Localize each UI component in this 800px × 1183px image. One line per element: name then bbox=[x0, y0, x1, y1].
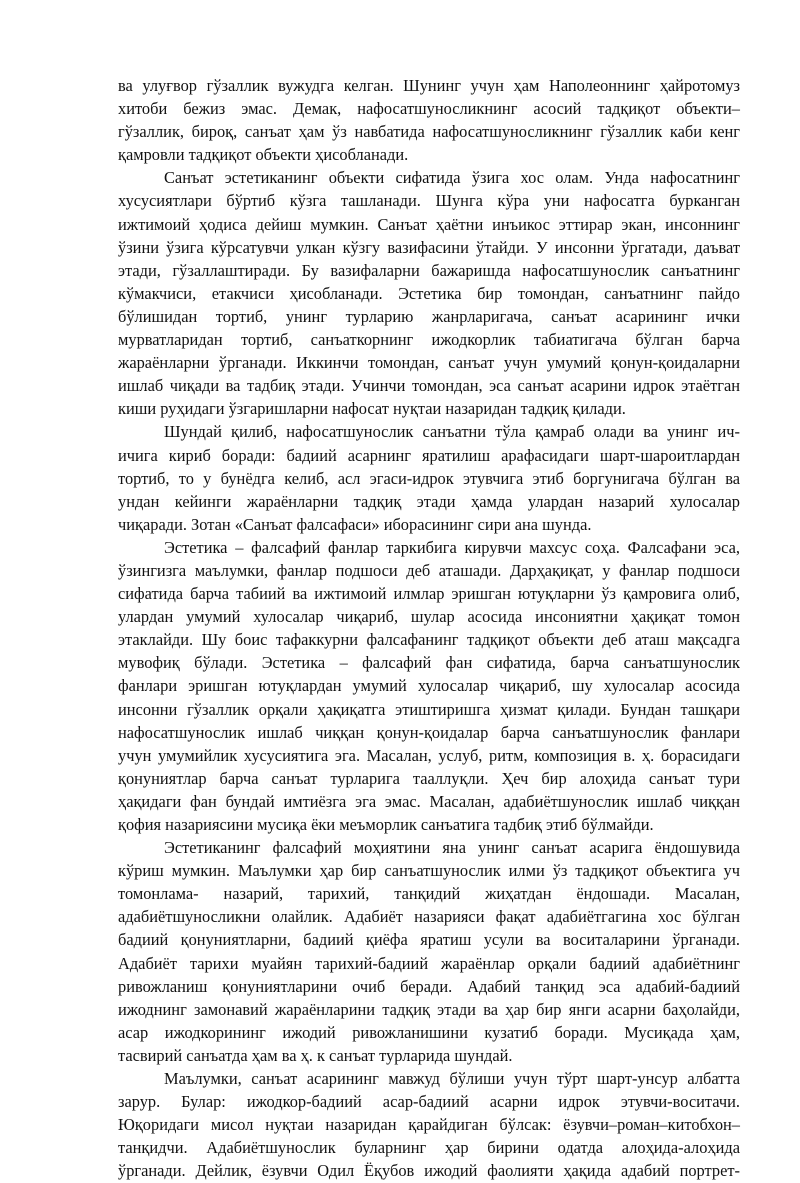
text-line: ўрганади. Дейлик, ёзувчи Одил Ёқубов ижодий фаолияти ҳақида адабий портрет- bbox=[118, 1161, 740, 1181]
text-line: ижтимоий ҳодиса дейиш мумкин. Санъат ҳаётни инъикос эттирар экан, инсоннинг bbox=[118, 214, 740, 234]
text-line: Юқоридаги мисол нуқтаи назаридан қарайдиган бўлсак: ёзувчи–роман–китобхон– bbox=[118, 1115, 740, 1135]
text-line: ва улуғвор гўзаллик вужудга келган. Шунинг учун ҳам Наполеоннинг ҳайротомуз bbox=[118, 76, 740, 95]
document-page bbox=[118, 74, 740, 1183]
text-line: чиқаради. Зотан «Санъат фалсафаси» иборасининг сири ана шунда. bbox=[118, 514, 592, 534]
text-line: гўзаллик, бироқ, санъат ҳам ўз навбатида нафосатшуносликнинг гўзаллик каби кенг bbox=[118, 122, 740, 142]
text-line: қофия назариясини мусиқа ёки меъморлик санъатига тадбиқ этиб бўлмайди. bbox=[118, 815, 654, 834]
text-line: улардан умумий хулосалар чиқариб, шулар асосида инсониятни ҳақиқат томон bbox=[118, 607, 740, 627]
text-line: Маълумки, санъат асарининг мавжуд бўлиши учун тўрт шарт-унсур албатта bbox=[164, 1069, 740, 1089]
text-line: қонуниятлар барча санъат турларига тааллуқли. Ҳеч бир алоҳида санъат тури bbox=[118, 768, 740, 788]
text-line: инсонни гўзаллик орқали ҳақиқатга этиштиришга ҳизмат қилади. Бундан ташқари bbox=[118, 699, 740, 719]
text-line: ривожланиш қонуниятларини очиб беради. Адабий танқид эса адабий-бадиий bbox=[118, 976, 740, 996]
text-line: бадиий қонуниятларни, бадиий қиёфа яратиш усули ва воситаларини ўрганади. bbox=[118, 930, 740, 950]
text-line: мурватларидан тортиб, санъаткорнинг ижодкорлик табиатигача бўлган барча bbox=[118, 330, 740, 350]
text-line: зарур. Булар: ижодкор-бадиий асар-бадиий асарни идрок этувчи-воситачи. bbox=[118, 1092, 740, 1112]
text-line: қамровли тадқиқот объекти ҳисобланади. bbox=[118, 145, 409, 165]
text-line: кўриш мумкин. Маълумки ҳар бир санъатшунослик илми ўз тадқиқот объектига уч bbox=[118, 861, 740, 881]
text-line: этаклайди. Шу боис тафаккурни фалсафанинг тадқиқот объекти деб аташ мақсадга bbox=[118, 630, 740, 650]
text-line: киши руҳидаги ўзгаришларни нафосат нуқтаи назаридан тадқиқ қилади. bbox=[118, 399, 626, 419]
text-line: ўзини ўзига кўрсатувчи улкан кўзгу вазифасини ўтайди. У инсонни ўргатади, даъват bbox=[118, 237, 740, 257]
text-line: учун умумийлик хусусиятига эга. Масалан, услуб, ритм, композиция в. ҳ. борасидаги bbox=[118, 745, 740, 765]
text-line: танқидчи. Адабиётшунослик буларнинг ҳар бирини одатда алоҳида-алоҳида bbox=[118, 1138, 740, 1158]
text-line: Санъат эстетиканинг объекти сифатида ўзига хос олам. Унда нафосатнинг bbox=[164, 168, 740, 188]
text-line: ҳақидаги фан бундай имтиёзга эга эмас. Масалан, адабиётшунослик ишлаб чиққан bbox=[118, 791, 740, 811]
text-line: кўмакчиси, етакчиси ҳисобланади. Эстетика бир томондан, санъатнинг пайдо bbox=[118, 283, 740, 303]
text-line: Эстетика – фалсафий фанлар таркибига кирувчи махсус соҳа. Фалсафани эса, bbox=[164, 537, 740, 557]
text-line: ишлаб чиқади ва тадбиқ этади. Учинчи томондан, эса санъат асарини идрок этаётган bbox=[118, 376, 740, 396]
text-line: сифатида барча табиий ва ижтимоий илмлар эришган ютуқларни ўз қамровига олиб, bbox=[118, 584, 740, 604]
text-line: ижоднинг замонавий жараёнларини тадқиқ этади ва ҳар бир янги асарни баҳолайди, bbox=[118, 999, 740, 1019]
text-line: хитоби бежиз эмас. Демак, нафосатшуносликнинг асосий тадқиқот объекти– bbox=[118, 99, 740, 119]
text-line: фанлари эришган ютуқлардан умумий хулосалар чиқариб, шу хулосалар асосида bbox=[118, 676, 740, 696]
text-line: адабиётшуносликни олайлик. Адабиёт назарияси фақат адабиётгагина хос бўлган bbox=[118, 907, 740, 927]
text-line: тасвирий санъатда ҳам ва ҳ. к санъат турларида шундай. bbox=[118, 1045, 513, 1065]
text-line: асар ижодкорининг ижодий ривожланишини кузатиб боради. Мусиқада ҳам, bbox=[118, 1022, 740, 1042]
text-line: ичига кириб боради: бадиий асарнинг яратилиш арафасидаги шарт-шароитлардан bbox=[118, 445, 740, 465]
paragraph bbox=[118, 420, 740, 535]
paragraph bbox=[118, 536, 740, 836]
text-line: нафосатшунослик ишлаб чиққан қонун-қоидалар барча санъатшунослик фанлари bbox=[118, 722, 740, 742]
text-line: Адабиёт тарихи муайян тарихий-бадиий жараёнлар орқали бадиий адабиётнинг bbox=[118, 953, 740, 973]
text-line: Шундай қилиб, нафосатшунослик санъатни тўла қамраб олади ва унинг ич- bbox=[164, 422, 740, 442]
text-line: жараёнларни ўрганади. Иккинчи томондан, санъат учун умумий қонун-қоидаларни bbox=[118, 353, 740, 373]
text-line: ундан кейинги жараёнларни тадқиқ этади ҳамда улардан назарий хулосалар bbox=[118, 491, 740, 511]
text-line: тортиб, то у бунёдга келиб, асл эгаси-идрок этувчига этиб боргунигача бўлган ва bbox=[118, 468, 740, 488]
paragraph bbox=[118, 1067, 740, 1182]
text-line: этади, гўзаллаштиради. Бу вазифаларни бажаришда нафосатшунослик санъатнинг bbox=[118, 260, 740, 280]
paragraph bbox=[118, 74, 740, 166]
paragraph bbox=[118, 166, 740, 420]
text-line: томонлама- назарий, тарихий, танқидий жиҳатдан ёндошади. Масалан, bbox=[118, 884, 740, 904]
text-line: ўзингизга маълумки, фанлар подшоси деб аташади. Дарҳақиқат, у фанлар подшоси bbox=[118, 560, 740, 580]
paragraph bbox=[118, 836, 740, 1067]
text-line: мувофиқ бўлади. Эстетика – фалсафий фан сифатида, барча санъатшунослик bbox=[118, 653, 740, 673]
text-line: бўлишидан тортиб, унинг турларию жанрларигача, санъат асарининг ички bbox=[118, 306, 740, 326]
text-line: хусусиятлари бўртиб кўзга ташланади. Шунга кўра уни нафосатга бурканган bbox=[118, 191, 740, 211]
text-line: Эстетиканинг фалсафий моҳиятини яна унинг санъат асарига ёндошувида bbox=[164, 838, 740, 858]
